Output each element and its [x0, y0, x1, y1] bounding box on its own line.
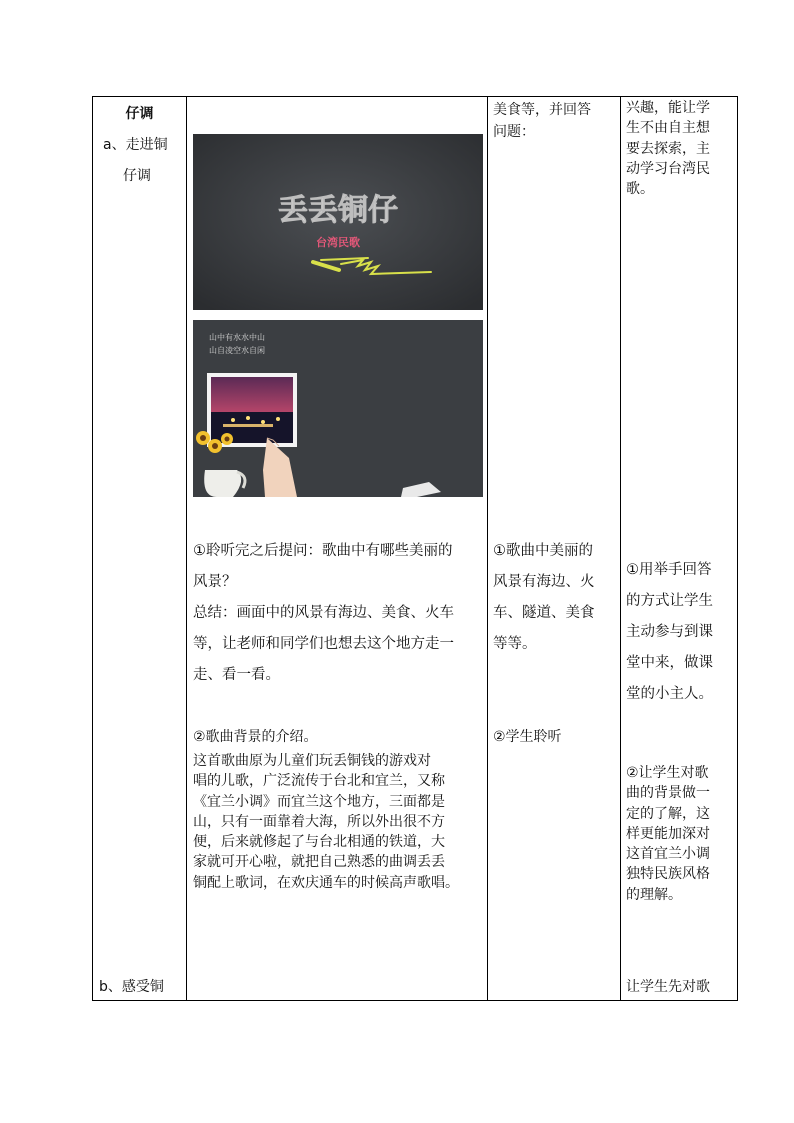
intent-2-line: 样更能加深对	[626, 825, 710, 842]
intent-top-line: 歌。	[626, 181, 654, 198]
student-top-line1: 美食等，并回答	[493, 102, 591, 118]
slide-subtitle-text: 台湾民歌	[316, 236, 360, 249]
intent-1-line: 堂中来，做课	[626, 655, 713, 671]
answer-2: ②学生聆听	[493, 729, 562, 745]
answer-1-line: 车、隧道、美食	[493, 605, 595, 621]
step-a-line1: a、走进铜	[103, 137, 168, 153]
slide-title-text: 丢丢铜仔	[278, 193, 398, 228]
intent-top-line: 兴趣，能让学	[626, 100, 710, 116]
question-1-line1: ①聆听完之后提问：歌曲中有哪些美丽的	[193, 543, 453, 559]
answer-1-line: 风景有海边、火	[493, 574, 595, 590]
step-column	[93, 97, 187, 1001]
summary-line1: 总结：画面中的风景有海边、美食、火车	[193, 605, 454, 621]
answer-1-line: ①歌曲中美丽的	[493, 543, 593, 559]
intent-2-line: 的理解。	[626, 886, 682, 903]
intent-2-line: 曲的背景做一	[626, 785, 710, 802]
slide-scenery-image	[193, 320, 483, 497]
student-activity-column	[488, 97, 621, 1001]
summary-line3: 走、看一看。	[193, 667, 280, 683]
background-line: 家就可开心啦，就把自己熟悉的曲调丢丢	[193, 854, 445, 871]
intent-1-line: ①用举手回答	[626, 562, 712, 578]
intent-top-line: 要去探索，主	[626, 140, 710, 157]
scenery-photo	[207, 373, 297, 447]
intent-1	[626, 555, 713, 710]
intent-1-line: 的方式让学生	[626, 593, 713, 609]
intent-2-line: ②让学生对歌	[626, 765, 709, 781]
intent-bottom: 让学生先对歌	[626, 979, 710, 995]
intent-2-line: 定的了解，这	[626, 805, 710, 822]
slide-title-image	[193, 134, 483, 310]
summary-line2: 等，让老师和同学们也想去这个地方走一	[193, 636, 454, 652]
intent-1-line: 堂的小主人。	[626, 686, 713, 702]
background-line: 便，后来就修起了与台北相通的铁道，大	[193, 834, 445, 851]
background-line: 山，只有一面靠着大海，所以外出很不方	[193, 813, 445, 830]
slide-poem-line2: 山自凌空水自闲	[209, 346, 265, 355]
background-line: 《宜兰小调》而宜兰这个地方，三面都是	[193, 793, 445, 810]
teacher-activity-column	[187, 97, 488, 1001]
intent-top-line: 动学习台湾民	[626, 160, 710, 177]
lesson-plan-table	[92, 96, 738, 1001]
section-title: 仔调	[125, 106, 154, 122]
step-a-line2: 仔调	[123, 168, 151, 184]
intent-top	[626, 98, 710, 199]
intent-top-line: 生不由自主想	[626, 120, 710, 137]
intent-2-line: 这首宜兰小调	[626, 846, 710, 863]
intent-2-line: 独特民族风格	[626, 866, 710, 883]
background-line: 铜配上歌词，在欢庆通车的时候高声歌唱。	[193, 874, 459, 891]
student-top-line2: 问题：	[493, 124, 535, 140]
intent-2	[626, 763, 710, 905]
background-text	[193, 751, 459, 893]
background-title: ②歌曲背景的介绍。	[193, 729, 318, 745]
step-b-label: b、感受铜	[99, 979, 164, 995]
question-1-line2: 风景？	[193, 574, 237, 590]
slide-poem-line1: 山中有水水中山	[209, 333, 265, 342]
background-line: 唱的儿歌，广泛流传于台北和宜兰，又称	[193, 773, 445, 790]
design-intent-column	[621, 97, 738, 1001]
answer-1	[493, 536, 595, 660]
answer-1-line: 等等。	[493, 636, 537, 652]
background-line: 这首歌曲原为儿童们玩丢铜钱的游戏对	[193, 753, 431, 769]
intent-1-line: 主动参与到课	[626, 624, 713, 640]
